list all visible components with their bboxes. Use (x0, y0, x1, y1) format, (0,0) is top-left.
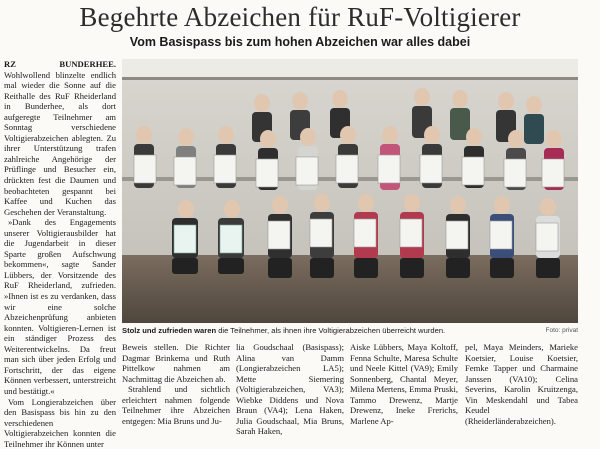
intro-text: Wohlwollend blinzelte endlich mal wieder die Sonne auf die Reithalle des RuF Rheiderland in Bunderhee, als dort aufgeregte Teilnehmer am Sonntag verschiedene Voltigierabzeichen ablegten. Zu ihrer Unterstützung trafen zahlreiche Angehörige der Prüflinge und Besucher ein, drückten fest die Daumen und beobachteten gespannt bei Kaffee und Kuchen das Geschehen der Veranstaltung. (4, 70, 116, 217)
column-4-text: pel, Maya Meinders, Marieke Koetsier, Louise Koetsier, Femke Tapper und Charmaine Janssen (VA10); Celina Severins, Karolin Kruitzenga, Vin Meskendahl und Tabea Keudel (Rheiderländerabzeichen). (465, 342, 578, 426)
longier-paragraph: Vom Longierabzeichen über den Basispass bis hin zu den verschiedenen Voltigierabzeichen konnten die Teilnehmer ihr Können unter (4, 397, 116, 449)
column-2-text: lia Goudschaal (Basispass); Alina van Damm (Longierabzeichen LA5); Mette Siemering (Voltigierabzeichen, VA3); Wiebke Diddens und Nova Braun (VA4); Lena Haken, Julia Goudschaal, Mia Bruns, Sarah Haken, (236, 342, 344, 437)
article-column-4 (465, 342, 578, 424)
photo-caption (122, 325, 578, 337)
photo-credit: Foto: privat (545, 325, 578, 336)
intro-paragraph (4, 59, 116, 217)
article-column-2 (236, 342, 344, 424)
article-subheadline: Vom Basispass bis zum hohen Abzeichen war alles dabei (0, 35, 600, 49)
column-1-text: Beweis stellen. Die Richter Dagmar Brinkema und Ruth Pittelkow nahmen am Nachmittag die Abzeichen ab. (122, 342, 230, 384)
column-3-text: Aiske Lübbers, Maya Koltoff, Fenna Schulte, Maresa Schulte und Neele Kittel (VA9); Emily Sonnenberg, Chantal Meyer, Milena Mertens, Emma Pruski, Tammo Drewenz, Martje Drewenz, Ineke Frerichs, Marlene Ap- (350, 342, 458, 426)
caption-lead: Stolz und zufrieden waren (122, 326, 216, 335)
group-photo (122, 59, 578, 323)
caption-text: die Teilnehmer, als ihnen ihre Voltigierabzeichen überreicht wurden. (216, 326, 445, 335)
quote-paragraph: »Dank des Engagements unserer Voltigierausbilder hat die Jugendarbeit in dieser Sparte großen Aufschwung bekommen«, sagte Sander Lübbers, der Vorsitzende des RuF Rheiderland, zufrieden. »Ihnen ist es zu verdanken, dass wir eine solche Abzeichenprüfung anbieten konnten. Voltigieren-Lernen ist ein ständiger Prozess des Weiterentwickelns. Da freut man sich über jeden Erfolg und Fortschritt, der das eigene Können verbessert, unterstreicht und bestätigt.« (4, 217, 116, 396)
dateline: RZ BUNDERHEE. (4, 59, 116, 69)
column-1-text-b: Strahlend und sichtlich erleichtert nahmen folgende Teilnehmer ihre Abzeichen entgegen: Mia Bruns und Ju- (122, 384, 230, 426)
article-column-1 (122, 342, 230, 424)
article-column-left (4, 59, 116, 425)
article-column-3 (350, 342, 458, 424)
article-headline: Begehrte Abzeichen für RuF-Voltigierer (0, 2, 600, 33)
